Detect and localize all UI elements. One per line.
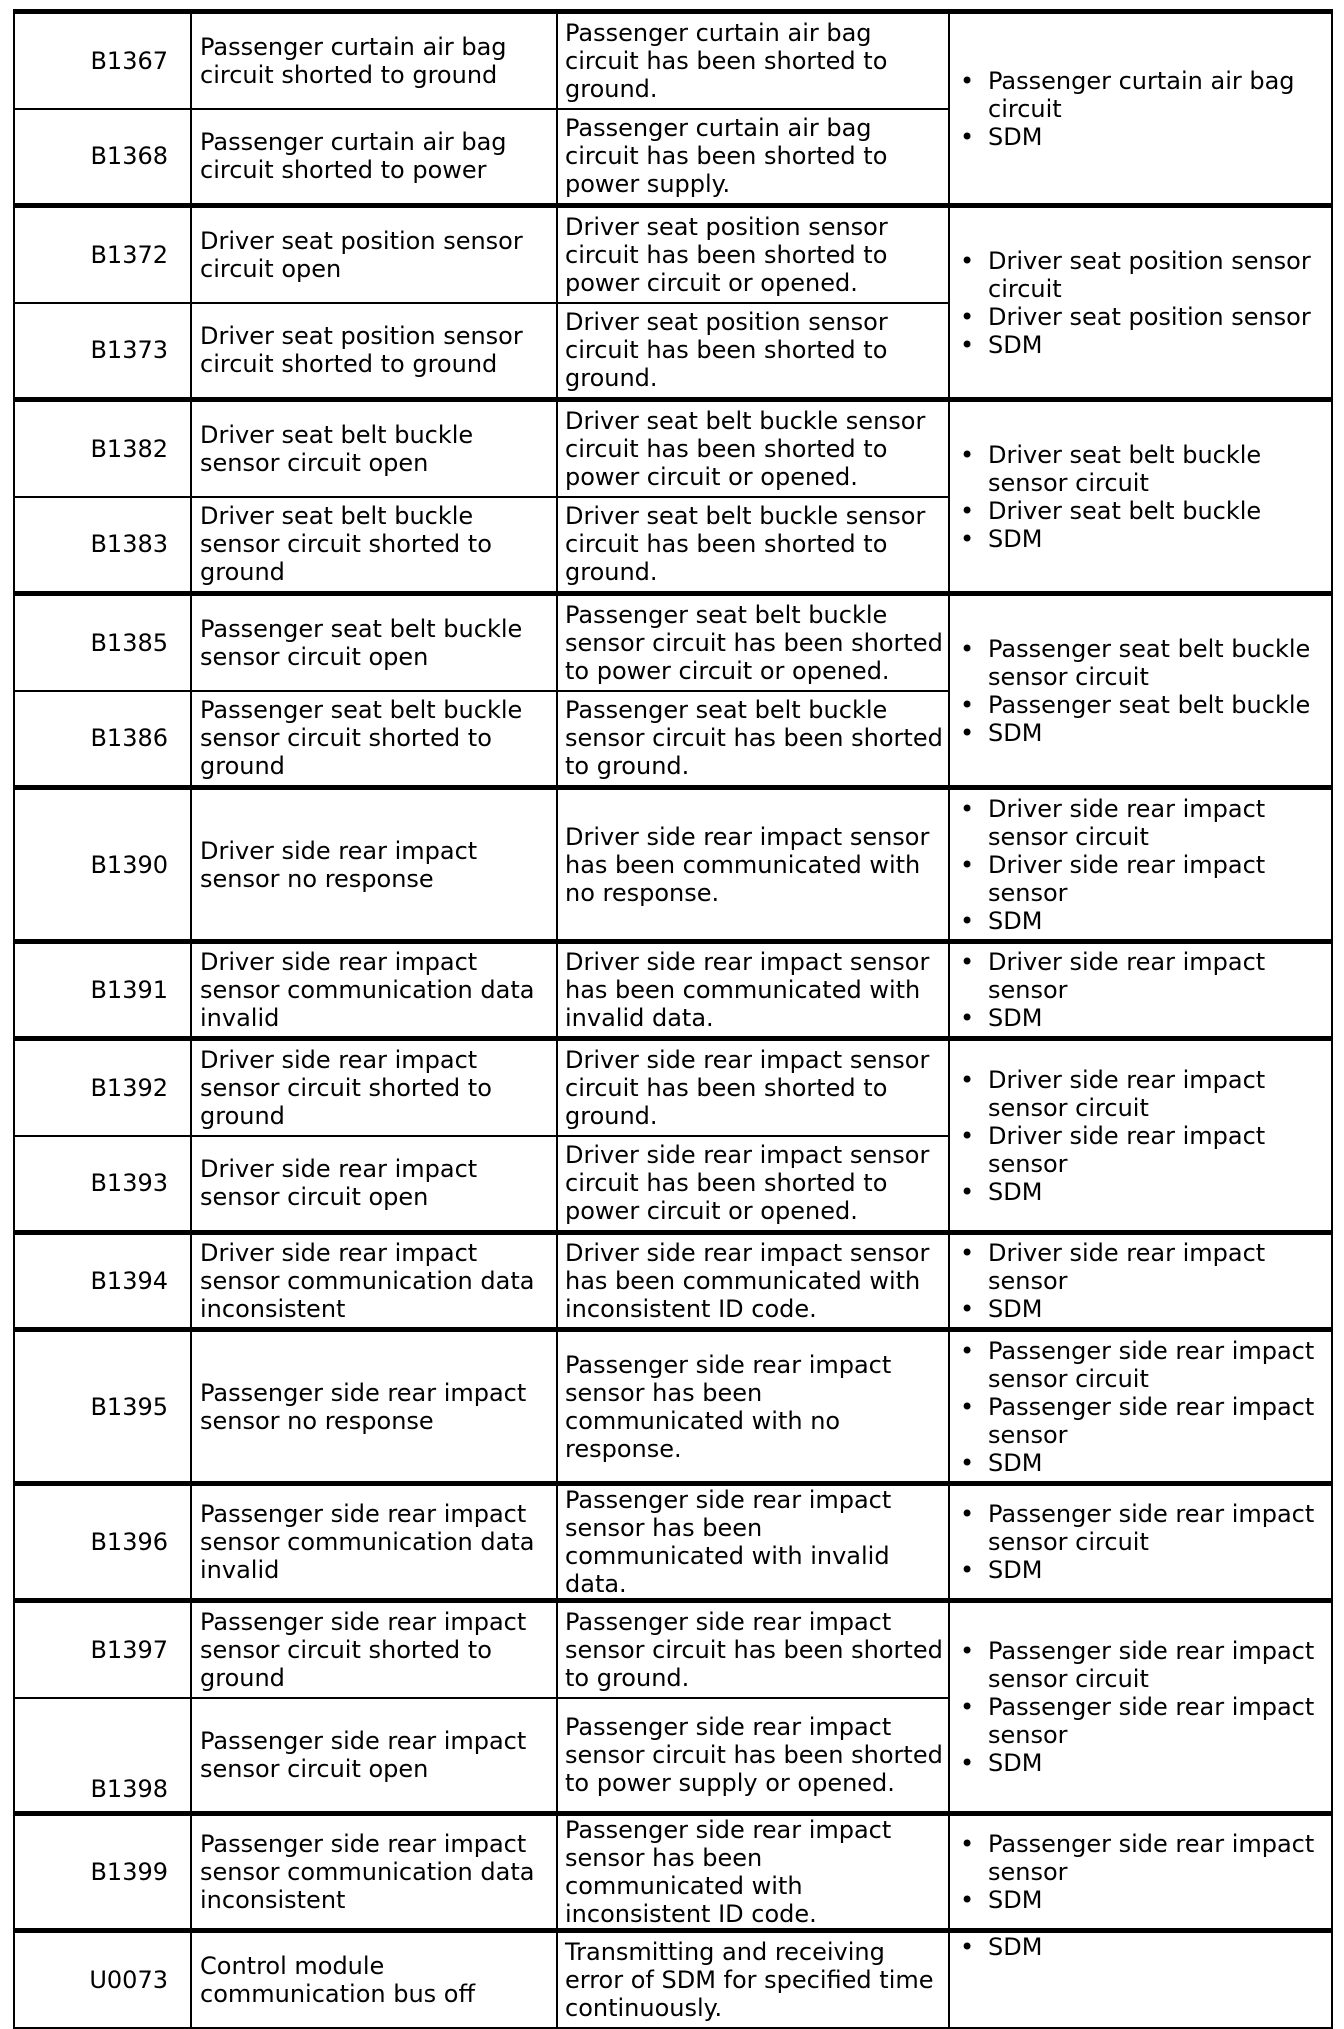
dtc-description: Driver side rear impact sensor communication data invalid xyxy=(191,942,557,1039)
trouble-area xyxy=(949,1039,1332,1233)
dtc-description: Passenger side rear impact sensor communication data inconsistent xyxy=(191,1814,557,1931)
list-item: • Passenger seat belt buckle sensor circuit xyxy=(958,635,1327,691)
list-item: • Driver seat position sensor xyxy=(958,303,1327,331)
dtc-code: B1399 xyxy=(14,1814,191,1931)
table-row xyxy=(14,788,1332,942)
dtc-code: B1395 xyxy=(14,1330,191,1484)
dtc-description: Control module communication bus off xyxy=(191,1931,557,2028)
list-item: • Driver side rear impact sensor xyxy=(958,948,1327,1004)
list-item: • SDM xyxy=(958,1556,1327,1584)
dtc-description: Driver seat belt buckle sensor circuit shorted to ground xyxy=(191,497,557,594)
trouble-area-list xyxy=(958,441,1327,553)
list-item: • Driver side rear impact sensor circuit xyxy=(958,1066,1327,1122)
trouble-area xyxy=(949,942,1332,1039)
dtc-code: B1398 xyxy=(14,1698,191,1814)
dtc-description: Passenger curtain air bag circuit shorted to ground xyxy=(191,12,557,109)
dtc-code: B1367 xyxy=(14,12,191,109)
dtc-description: Driver side rear impact sensor no response xyxy=(191,788,557,942)
trouble-area-list xyxy=(958,1830,1327,1914)
dtc-code: B1390 xyxy=(14,788,191,942)
list-item: • SDM xyxy=(958,1004,1327,1032)
dtc-condition: Driver seat position sensor circuit has been shorted to ground. xyxy=(557,303,949,400)
dtc-description: Passenger side rear impact sensor no response xyxy=(191,1330,557,1484)
list-item: • Driver seat belt buckle sensor circuit xyxy=(958,441,1327,497)
list-item: • SDM xyxy=(958,1178,1327,1206)
list-item: • SDM xyxy=(958,1933,1327,1961)
dtc-description: Passenger side rear impact sensor circuit open xyxy=(191,1698,557,1814)
list-item: • Passenger side rear impact sensor circuit xyxy=(958,1500,1327,1556)
dtc-condition: Passenger curtain air bag circuit has been shorted to ground. xyxy=(557,12,949,109)
list-item: • Driver side rear impact sensor circuit xyxy=(958,795,1327,851)
dtc-condition: Passenger side rear impact sensor has been communicated with invalid data. xyxy=(557,1484,949,1601)
trouble-area-list xyxy=(958,948,1327,1032)
trouble-area-list xyxy=(958,1933,1327,1961)
trouble-area xyxy=(949,1931,1332,2028)
table-row xyxy=(14,1931,1332,2028)
dtc-condition: Passenger seat belt buckle sensor circuit has been shorted to ground. xyxy=(557,691,949,788)
list-item: • Driver seat position sensor circuit xyxy=(958,247,1327,303)
table-row xyxy=(14,400,1332,497)
dtc-description: Driver side rear impact sensor circuit open xyxy=(191,1136,557,1233)
list-item: • SDM xyxy=(958,719,1327,747)
list-item: • SDM xyxy=(958,1886,1327,1914)
trouble-area-list xyxy=(958,1066,1327,1206)
dtc-condition: Passenger side rear impact sensor has been communicated with no response. xyxy=(557,1330,949,1484)
trouble-area xyxy=(949,12,1332,206)
trouble-area xyxy=(949,1814,1332,1931)
dtc-code: B1393 xyxy=(14,1136,191,1233)
trouble-area xyxy=(949,594,1332,788)
dtc-description: Passenger curtain air bag circuit shorted to power xyxy=(191,109,557,206)
trouble-area-list xyxy=(958,1500,1327,1584)
list-item: • Passenger side rear impact sensor circuit xyxy=(958,1637,1327,1693)
dtc-code: B1392 xyxy=(14,1039,191,1136)
table-row xyxy=(14,1330,1332,1484)
list-item: • SDM xyxy=(958,1449,1327,1477)
table-row xyxy=(14,206,1332,303)
table-row xyxy=(14,1601,1332,1698)
dtc-code: B1383 xyxy=(14,497,191,594)
list-item: • SDM xyxy=(958,907,1327,935)
dtc-condition: Driver seat belt buckle sensor circuit has been shorted to power circuit or opened. xyxy=(557,400,949,497)
dtc-condition: Driver seat position sensor circuit has been shorted to power circuit or opened. xyxy=(557,206,949,303)
dtc-code: B1394 xyxy=(14,1233,191,1330)
dtc-description: Driver side rear impact sensor circuit shorted to ground xyxy=(191,1039,557,1136)
list-item: • Passenger side rear impact sensor xyxy=(958,1693,1327,1749)
list-item: • Driver side rear impact sensor xyxy=(958,1122,1327,1178)
dtc-description: Driver seat position sensor circuit open xyxy=(191,206,557,303)
table-row xyxy=(14,1484,1332,1601)
dtc-condition: Passenger curtain air bag circuit has been shorted to power supply. xyxy=(557,109,949,206)
dtc-code: B1386 xyxy=(14,691,191,788)
dtc-description: Passenger seat belt buckle sensor circuit shorted to ground xyxy=(191,691,557,788)
list-item: • Passenger side rear impact sensor xyxy=(958,1830,1327,1886)
list-item: • Driver side rear impact sensor xyxy=(958,851,1327,907)
trouble-area xyxy=(949,788,1332,942)
list-item: • Passenger side rear impact sensor circuit xyxy=(958,1337,1327,1393)
dtc-code: B1382 xyxy=(14,400,191,497)
table-row xyxy=(14,1233,1332,1330)
dtc-condition: Driver side rear impact sensor has been communicated with no response. xyxy=(557,788,949,942)
dtc-condition: Driver side rear impact sensor circuit has been shorted to ground. xyxy=(557,1039,949,1136)
trouble-area-list xyxy=(958,247,1327,359)
dtc-condition: Transmitting and receiving error of SDM for specified time continuously. xyxy=(557,1931,949,2028)
list-item: • SDM xyxy=(958,1749,1327,1777)
list-item: • SDM xyxy=(958,331,1327,359)
dtc-code: B1373 xyxy=(14,303,191,400)
list-item: • Driver seat belt buckle xyxy=(958,497,1327,525)
trouble-area xyxy=(949,206,1332,400)
dtc-code: B1372 xyxy=(14,206,191,303)
dtc-condition: Passenger side rear impact sensor has been communicated with inconsistent ID code. xyxy=(557,1814,949,1931)
dtc-condition: Driver side rear impact sensor has been communicated with inconsistent ID code. xyxy=(557,1233,949,1330)
dtc-code: B1391 xyxy=(14,942,191,1039)
trouble-area xyxy=(949,1601,1332,1814)
dtc-code: B1397 xyxy=(14,1601,191,1698)
list-item: • SDM xyxy=(958,525,1327,553)
trouble-area-list xyxy=(958,795,1327,935)
dtc-code: B1396 xyxy=(14,1484,191,1601)
dtc-condition: Passenger side rear impact sensor circuit has been shorted to power supply or opened. xyxy=(557,1698,949,1814)
list-item: • Passenger curtain air bag circuit xyxy=(958,67,1327,123)
dtc-description: Passenger side rear impact sensor circuit shorted to ground xyxy=(191,1601,557,1698)
list-item: • Passenger seat belt buckle xyxy=(958,691,1327,719)
dtc-table xyxy=(13,9,1333,2029)
dtc-condition: Passenger side rear impact sensor circuit has been shorted to ground. xyxy=(557,1601,949,1698)
dtc-condition: Driver seat belt buckle sensor circuit has been shorted to ground. xyxy=(557,497,949,594)
trouble-area-list xyxy=(958,1637,1327,1777)
list-item: • Passenger side rear impact sensor xyxy=(958,1393,1327,1449)
table-row xyxy=(14,1814,1332,1931)
list-item: • SDM xyxy=(958,123,1327,151)
trouble-area-list xyxy=(958,1239,1327,1323)
table-row xyxy=(14,12,1332,109)
dtc-condition: Passenger seat belt buckle sensor circuit has been shorted to power circuit or opened. xyxy=(557,594,949,691)
dtc-condition: Driver side rear impact sensor has been communicated with invalid data. xyxy=(557,942,949,1039)
trouble-area-list xyxy=(958,635,1327,747)
trouble-area-list xyxy=(958,67,1327,151)
dtc-description: Passenger seat belt buckle sensor circuit open xyxy=(191,594,557,691)
dtc-condition: Driver side rear impact sensor circuit has been shorted to power circuit or opened. xyxy=(557,1136,949,1233)
dtc-description: Driver seat belt buckle sensor circuit open xyxy=(191,400,557,497)
dtc-description: Driver seat position sensor circuit shorted to ground xyxy=(191,303,557,400)
dtc-description: Driver side rear impact sensor communication data inconsistent xyxy=(191,1233,557,1330)
table-row xyxy=(14,594,1332,691)
dtc-description: Passenger side rear impact sensor communication data invalid xyxy=(191,1484,557,1601)
table-row xyxy=(14,942,1332,1039)
list-item: • Driver side rear impact sensor xyxy=(958,1239,1327,1295)
dtc-code: B1368 xyxy=(14,109,191,206)
trouble-area-list xyxy=(958,1337,1327,1477)
trouble-area xyxy=(949,400,1332,594)
dtc-code: B1385 xyxy=(14,594,191,691)
trouble-area xyxy=(949,1233,1332,1330)
trouble-area xyxy=(949,1330,1332,1484)
list-item: • SDM xyxy=(958,1295,1327,1323)
dtc-code: U0073 xyxy=(14,1931,191,2028)
table-row xyxy=(14,1039,1332,1136)
trouble-area xyxy=(949,1484,1332,1601)
